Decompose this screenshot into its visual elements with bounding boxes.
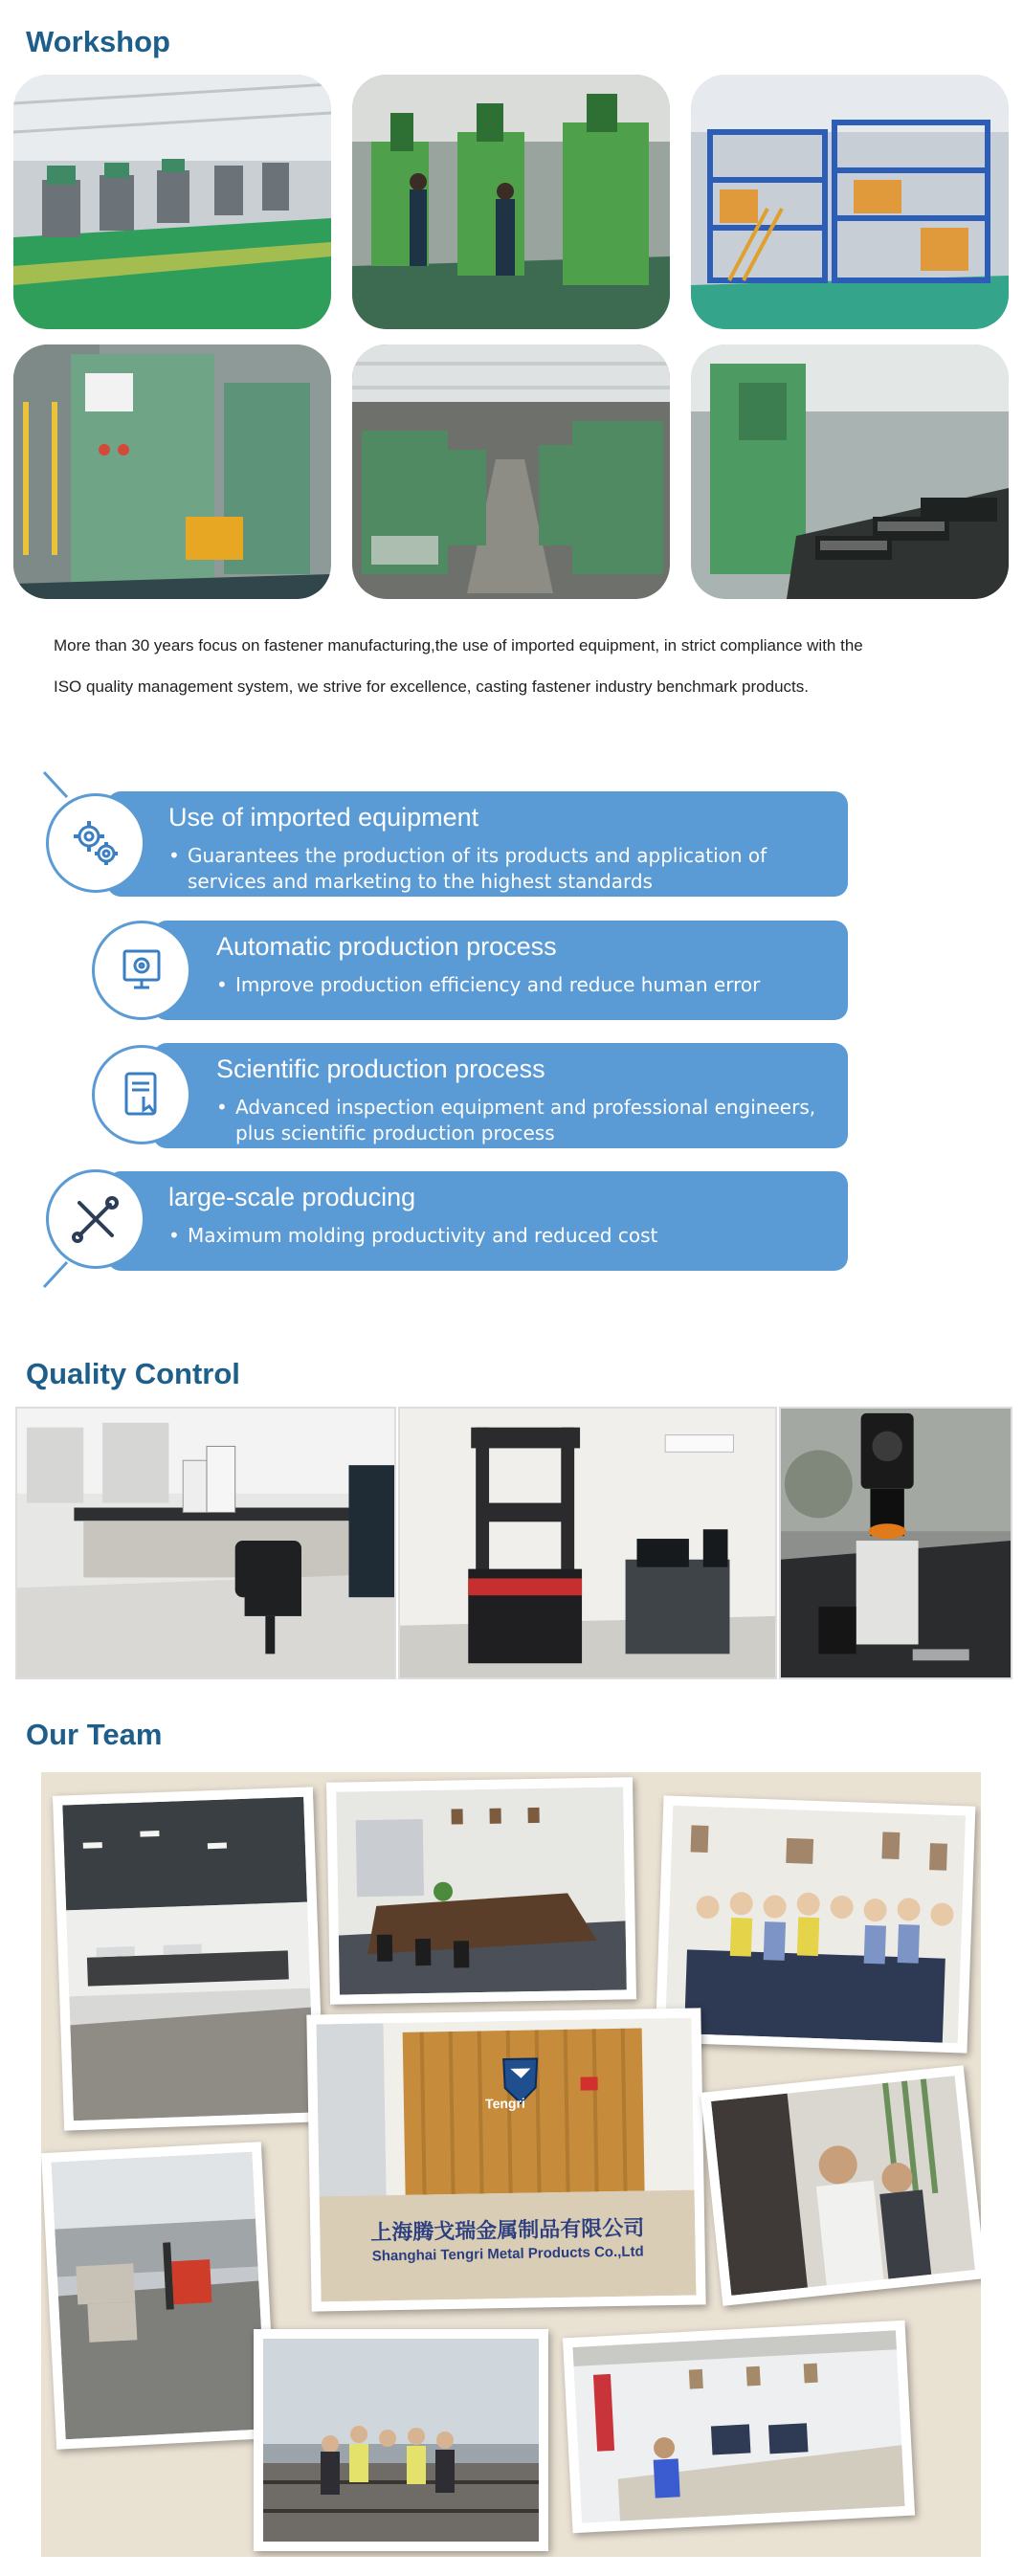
workshop-photo-production-hall: [13, 75, 331, 329]
workshop-photo-factory-aisle: [352, 344, 670, 599]
team-photo-loading-yard: [41, 2142, 277, 2450]
feature-desc-line-2: services and marketing to the highest standards: [188, 870, 653, 893]
tablet-touch-icon: [92, 1045, 191, 1144]
feature-title: large-scale producing: [168, 1183, 416, 1211]
feature-bar-scientific-production: [153, 1043, 848, 1148]
feature-desc: • Advanced inspection equipment and professional engineers, plus scientific production process: [216, 1096, 816, 1144]
feature-title: Use of imported equipment: [168, 803, 479, 832]
tools-icon: [46, 1169, 145, 1269]
feature-desc-line-2: plus scientific production process: [235, 1121, 555, 1144]
team-photo-workstations: [563, 2321, 915, 2533]
team-collage: [41, 1772, 981, 2557]
workshop-title: Workshop: [26, 25, 170, 58]
company-name-en: Shanghai Tengri Metal Products Co.,Ltd: [371, 2243, 644, 2265]
feature-desc-line-1: Improve production efficiency and reduce human error: [235, 973, 761, 996]
feature-desc-line-1: Advanced inspection equipment and professional engineers,: [235, 1096, 816, 1119]
workshop-photo-heading-machines: [352, 75, 670, 329]
company-name-cn: 上海腾戈瑞金属制品有限公司: [370, 2216, 645, 2246]
intro-line-1: More than 30 years focus on fastener manufacturing,the use of imported equipment, in strict compliance with the: [54, 636, 863, 655]
feature-desc-line-1: Guarantees the production of its products and application of: [188, 844, 767, 867]
automation-monitor-icon: [92, 921, 191, 1020]
feature-title: Automatic production process: [216, 932, 557, 961]
feature-desc: • Guarantees the production of its products and application of services and marketing to the highest standards: [168, 844, 767, 893]
feature-desc: • Improve production efficiency and reduce human error: [216, 973, 761, 996]
workshop-photo-warehouse-racks: [691, 75, 1009, 329]
feature-bar-large-scale: [107, 1171, 848, 1271]
team-photo-office-floor: [53, 1787, 324, 2130]
feature-desc-line-1: Maximum molding productivity and reduced cost: [188, 1224, 658, 1247]
team-photo-staff-desk: [701, 2065, 981, 2306]
team-photo-group: [656, 1795, 976, 2053]
team-photo-outdoor-group: [254, 2329, 548, 2551]
team-photo-reception: [306, 2008, 705, 2311]
feature-bar-imported-equipment: [107, 791, 848, 897]
intro-line-2: ISO quality management system, we strive for excellence, casting fastener industry benchmark products.: [54, 677, 809, 696]
qc-photo-tensile-testing-machine: [398, 1407, 777, 1679]
gears-icon: [46, 793, 145, 893]
workshop-photo-machine-control-panel: [13, 344, 331, 599]
qc-photo-hardness-tester-lab: [15, 1407, 396, 1679]
feature-title: Scientific production process: [216, 1055, 545, 1083]
qc-photo-hardness-tester-closeup: [779, 1407, 1012, 1679]
quality-control-title: Quality Control: [26, 1357, 240, 1390]
team-photo-meeting-room: [326, 1777, 636, 2005]
feature-bar-automatic-production: [153, 921, 848, 1020]
workshop-photo-parts-bins: [691, 344, 1009, 599]
our-team-title: Our Team: [26, 1718, 163, 1751]
reception-logo-text: Tengri: [484, 2095, 525, 2112]
feature-desc: • Maximum molding productivity and reduced cost: [168, 1224, 658, 1247]
